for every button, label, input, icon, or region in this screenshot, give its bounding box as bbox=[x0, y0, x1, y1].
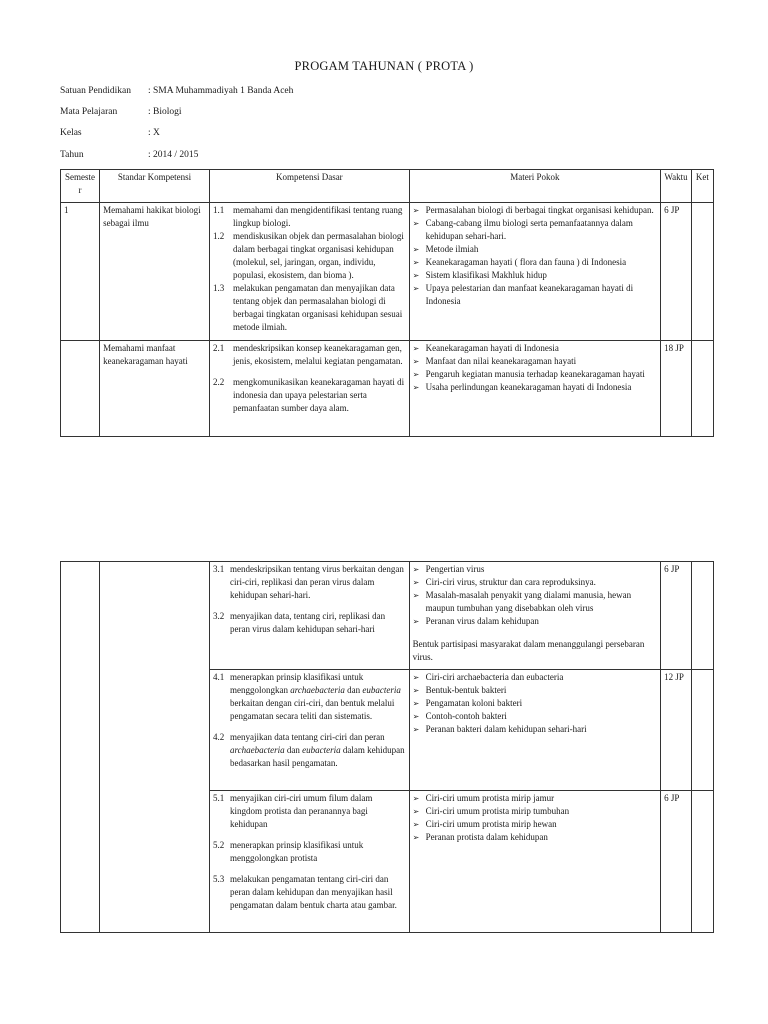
materi-list bbox=[413, 671, 657, 736]
kd-list bbox=[213, 563, 406, 636]
cell-semester: 1 bbox=[61, 203, 100, 341]
table-row bbox=[61, 341, 714, 437]
kd-item: 1.3 melakukan pengamatan dan menyajikan data tentang objek dan permasalahan biologi di berbagai tingkatan organisasi kehidupan sesuai metode ilmiah. bbox=[212, 283, 403, 332]
cell-waktu: 6 JP bbox=[661, 562, 692, 670]
cell-standar-kompetensi: Memahami manfaat keanekaragaman hayati bbox=[100, 341, 210, 437]
cell-waktu: 12 JP bbox=[661, 670, 692, 791]
prota-table-page-1 bbox=[60, 169, 714, 437]
header-waktu: Waktu bbox=[661, 170, 692, 203]
cell-standar-kompetensi: Memahami hakikat biologi sebagai ilmu bbox=[100, 203, 210, 341]
kd-item: 3.1 mendeskripsikan tentang virus berkaitan dengan ciri-ciri, replikasi dan peran virus dalam kehidupan sehari-hari. bbox=[212, 564, 404, 600]
cell-ket bbox=[691, 670, 713, 791]
kd-item: 2.1 mendeskripsikan konsep keanekaragaman gen, jenis, ekosistem, melalui kegiatan pengamatan. bbox=[212, 343, 403, 366]
meta-label: Tahun bbox=[60, 150, 84, 160]
materi-item: ➢ Ciri-ciri umum protista mirip jamur bbox=[413, 792, 657, 805]
cell-standar-kompetensi bbox=[100, 562, 210, 933]
materi-list bbox=[413, 563, 657, 628]
kd-item: 1.1 memahami dan mengidentifikasi tentang ruang lingkup biologi. bbox=[212, 205, 403, 228]
kd-item: 4.2 menyajikan data tentang ciri-ciri dan peran archaebacteria dan eubacteria dalam kehidupan bedasarkan hasil pengamatan. bbox=[212, 732, 405, 768]
materi-item: ➢ Pengamatan koloni bakteri bbox=[413, 697, 657, 710]
cell-materi-pokok bbox=[409, 670, 660, 791]
cell-materi-pokok bbox=[409, 791, 660, 933]
materi-item: ➢ Masalah-masalah penyakit yang dialami manusia, hewan maupun tumbuhan yang disebabkan oleh virus bbox=[413, 589, 657, 615]
materi-item: ➢ Upaya pelestarian dan manfaat keanekaragaman hayati di Indonesia bbox=[413, 282, 657, 308]
kd-item: 5.1 menyajikan ciri-ciri umum filum dalam kingdom protista dan peranannya bagi kehidupan bbox=[212, 793, 373, 829]
materi-item: ➢ Peranan protista dalam kehidupan bbox=[413, 831, 657, 844]
materi-list bbox=[413, 342, 657, 394]
meta-value: : Biologi bbox=[148, 107, 182, 117]
header-semester: Semeste r bbox=[61, 170, 100, 203]
cell-semester bbox=[61, 341, 100, 437]
meta-label: Satuan Pendidikan bbox=[60, 86, 131, 96]
materi-item: ➢ Peranan bakteri dalam kehidupan sehari-hari bbox=[413, 723, 657, 736]
kd-item: 2.2 mengkomunikasikan keanekaragaman hayati di indonesia dan upaya pelestarian serta pemanfaatan sumber daya alam. bbox=[212, 377, 405, 413]
materi-item: ➢ Ciri-ciri umum protista mirip tumbuhan bbox=[413, 805, 657, 818]
table-row bbox=[61, 203, 714, 341]
meta-value: : 2014 / 2015 bbox=[148, 150, 199, 160]
cell-kompetensi-dasar bbox=[209, 670, 409, 791]
kd-item: 3.2 menyajikan data, tentang ciri, replikasi dan peran virus dalam kehidupan sehari-hari bbox=[212, 611, 386, 634]
materi-item: ➢ Contoh-contoh bakteri bbox=[413, 710, 657, 723]
meta-label: Kelas bbox=[60, 128, 82, 138]
cell-kompetensi-dasar bbox=[209, 791, 409, 933]
kd-list bbox=[213, 204, 406, 334]
materi-item: ➢ Pengaruh kegiatan manusia terhadap keanekaragaman hayati bbox=[413, 368, 657, 381]
cell-waktu: 6 JP bbox=[661, 791, 692, 933]
kd-list bbox=[213, 342, 406, 415]
materi-item: ➢ Usaha perlindungan keanekaragaman hayati di Indonesia bbox=[413, 381, 657, 394]
materi-item: ➢ Permasalahan biologi di berbagai tingkat organisasi kehidupan. bbox=[413, 204, 657, 217]
cell-ket bbox=[691, 203, 713, 341]
materi-item: ➢ Bentuk-bentuk bakteri bbox=[413, 684, 657, 697]
meta-label: Mata Pelajaran bbox=[60, 107, 118, 117]
cell-waktu: 18 JP bbox=[661, 341, 692, 437]
materi-item: ➢ Ciri-ciri archaebacteria dan eubacteria bbox=[413, 671, 657, 684]
materi-note: Bentuk partisipasi masyarakat dalam menanggulangi persebaran virus. bbox=[412, 639, 645, 662]
kd-item: 5.2 menerapkan prinsip klasifikasi untuk menggolongkan protista bbox=[212, 840, 364, 863]
materi-list bbox=[413, 792, 657, 844]
header-ket: Ket bbox=[691, 170, 713, 203]
materi-list bbox=[413, 204, 657, 308]
table-header-row bbox=[61, 170, 714, 203]
materi-item: ➢ Keanekaragaman hayati di Indonesia bbox=[413, 342, 657, 355]
header-standar-kompetensi: Standar Kompetensi bbox=[100, 170, 210, 203]
materi-item: ➢ Ciri-ciri umum protista mirip hewan bbox=[413, 818, 657, 831]
materi-item: ➢ Pengertian virus bbox=[413, 563, 657, 576]
materi-item: ➢ Peranan virus dalam kehidupan bbox=[413, 615, 657, 628]
cell-ket bbox=[691, 562, 713, 670]
cell-materi-pokok bbox=[409, 203, 660, 341]
prota-table-page-2 bbox=[60, 561, 714, 933]
header-kompetensi-dasar: Kompetensi Dasar bbox=[209, 170, 409, 203]
cell-ket bbox=[691, 791, 713, 933]
document-title: PROGAM TAHUNAN ( PROTA ) bbox=[294, 59, 474, 73]
cell-materi-pokok bbox=[409, 341, 660, 437]
cell-ket bbox=[691, 341, 713, 437]
meta-value: : SMA Muhammadiyah 1 Banda Aceh bbox=[148, 86, 294, 96]
cell-waktu: 6 JP bbox=[661, 203, 692, 341]
cell-kompetensi-dasar bbox=[209, 562, 409, 670]
cell-kompetensi-dasar bbox=[209, 203, 409, 341]
kd-item: 5.3 melakukan pengamatan tentang ciri-ciri dan peran dalam kehidupan dan menyajikan hasil pengamatan dalam bentuk charta atau gambar. bbox=[212, 874, 397, 910]
kd-list bbox=[213, 671, 406, 770]
kd-list bbox=[213, 792, 406, 912]
cell-kompetensi-dasar bbox=[209, 341, 409, 437]
kd-item: 4.1 menerapkan prinsip klasifikasi untuk menggolongkan archaebacteria dan eubacteria berkaitan dengan ciri-ciri, dan bentuk melalui pengamatan secara teliti dan sistematis. bbox=[212, 672, 401, 721]
materi-item: ➢ Cabang-cabang ilmu biologi serta pemanfaatannya dalam kehidupan sehari-hari. bbox=[413, 217, 657, 243]
kd-item: 1.2 mendiskusikan objek dan permasalahan biologi dalam berbagai tingkat organisasi kehidupan (molekul, sel, jaringan, organ, individu, populasi, ekosistem, dan bioma ). bbox=[212, 231, 404, 280]
materi-item: ➢ Keanekaragaman hayati ( flora dan fauna ) di Indonesia bbox=[413, 256, 657, 269]
meta-value: : X bbox=[148, 128, 160, 138]
header-materi-pokok: Materi Pokok bbox=[409, 170, 660, 203]
materi-item: ➢ Manfaat dan nilai keanekaragaman hayati bbox=[413, 355, 657, 368]
materi-item: ➢ Metode ilmiah bbox=[413, 243, 657, 256]
materi-item: ➢ Sistem klasifikasi Makhluk hidup bbox=[413, 269, 657, 282]
table-row bbox=[61, 562, 714, 670]
materi-item: ➢ Ciri-ciri virus, struktur dan cara reproduksinya. bbox=[413, 576, 657, 589]
cell-semester bbox=[61, 562, 100, 933]
cell-materi-pokok bbox=[409, 562, 660, 670]
